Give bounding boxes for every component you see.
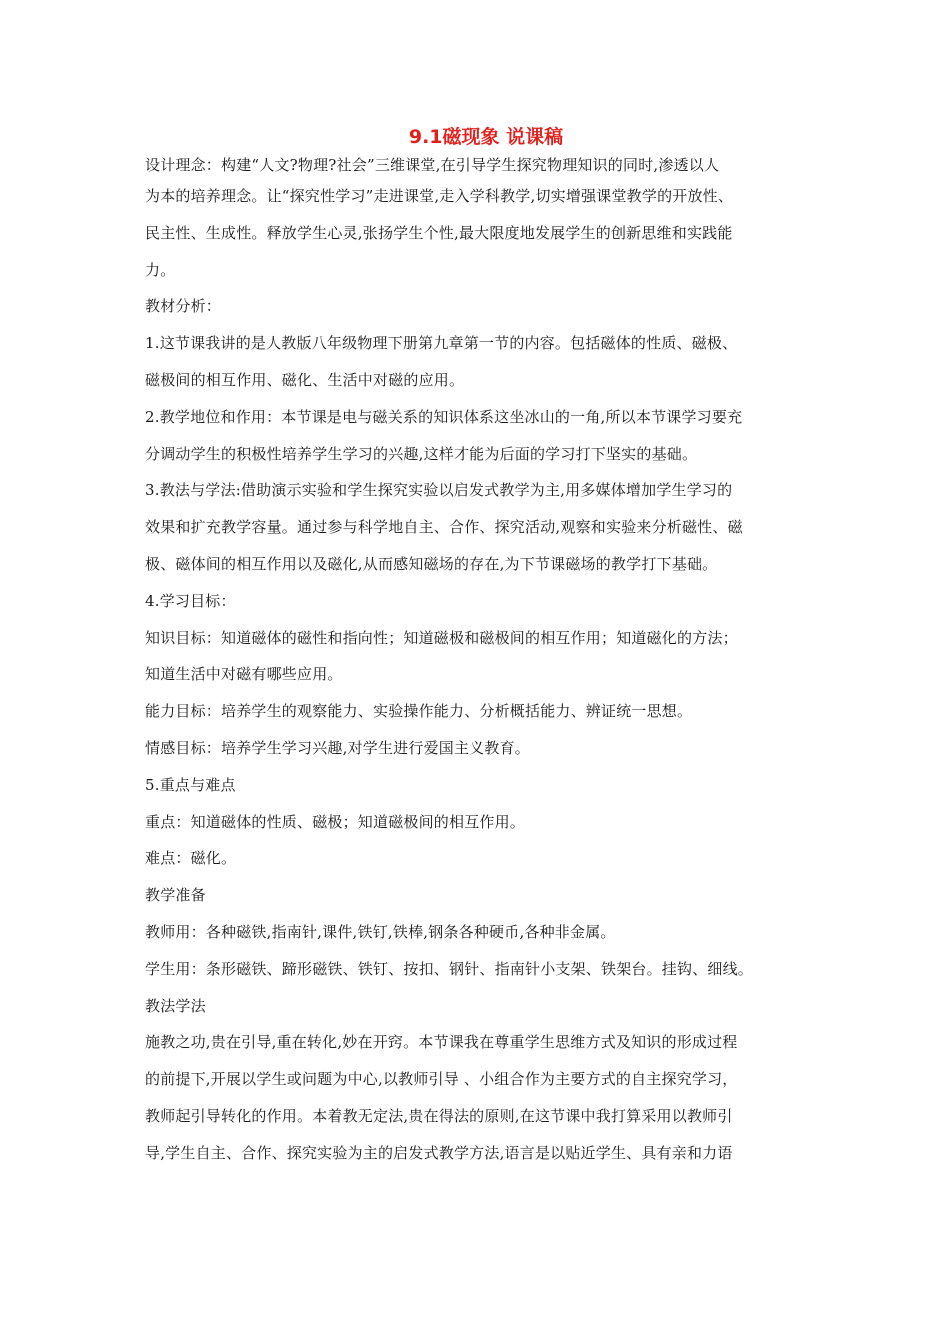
body-line: 分调动学生的积极性培养学生学习的兴趣,这样才能为后面的学习打下坚实的基础。: [145, 444, 698, 463]
body-line: 教师用：各种磁铁,指南针,课件,铁钉,铁棒,钢条各种硬币,各种非金属。: [145, 922, 616, 941]
body-line: 力。: [145, 260, 176, 279]
body-line: 能力目标：培养学生的观察能力、实验操作能力、分析概括能力、辨证统一思想。: [145, 702, 693, 721]
body-line: 的前提下,开展以学生或问题为中心,以教师引导 、小组合作为主要方式的自主探究学习，: [145, 1070, 738, 1089]
section-heading: 教学准备: [145, 886, 206, 905]
body-line: 知识目标：知道磁体的磁性和指向性；知道磁极和磁极间的相互作用；知道磁化的方法；: [145, 628, 738, 647]
body-line: 效果和扩充教学容量。通过参与科学地自主、合作、探究活动,观察和实验来分析磁性、磁: [145, 518, 743, 537]
body-line: 学生用：条形磁铁、蹄形磁铁、铁钉、按扣、钢针、指南针小支架、铁架台。挂钩、细线。: [145, 959, 754, 978]
document-page: [145, 122, 815, 1172]
body-line: 导,学生自主、合作、探究实验为主的启发式教学方法,语言是以贴近学生、具有亲和力语: [145, 1143, 733, 1162]
section-heading: 教材分析：: [145, 297, 222, 316]
section-heading: 5.重点与难点: [145, 775, 236, 794]
body-line: 教师起引导转化的作用。本着教无定法,贵在得法的原则,在这节课中我打算采用以教师引: [145, 1106, 733, 1125]
body-line: 难点：磁化。: [145, 849, 237, 868]
body-line: 施教之功,贵在引导,重在转化,妙在开窍。本节课我在尊重学生思维方式及知识的形成过程: [145, 1033, 738, 1052]
body-line: 3.教法与学法:借助演示实验和学生探究实验以启发式教学为主,用多媒体增加学生学习的: [145, 481, 733, 500]
section-heading: 教法学法: [145, 996, 206, 1015]
body-line: 设计理念：构建“人文?物理?社会”三维课堂,在引导学生探究物理知识的同时,渗透以人: [145, 156, 720, 174]
body-line: 2.教学地位和作用：本节课是电与磁关系的知识体系这坐冰山的一角,所以本节课学习要充: [145, 407, 743, 426]
body-line: 1.这节课我讲的是人教版八年级物理下册第九章第一节的内容。包括磁体的性质、磁极、: [145, 334, 738, 353]
body-line: 情感目标：培养学生学习兴趣,对学生进行爱国主义教育。: [145, 738, 530, 757]
body-line: 为本的培养理念。让“探究性学习”走进课堂,走入学科教学,切实增强课堂教学的开放性、: [145, 187, 734, 205]
body-line: 知道生活中对磁有哪些应用。: [145, 665, 343, 684]
body-line: 磁极间的相互作用、磁化、生活中对磁的应用。: [145, 370, 465, 389]
document-body: [145, 152, 815, 1172]
body-line: 民主性、生成性。释放学生心灵,张扬学生个性,最大限度地发展学生的创新思维和实践能: [145, 223, 733, 242]
body-line: 重点：知道磁体的性质、磁极；知道磁极间的相互作用。: [145, 812, 526, 831]
body-line: 极、磁体间的相互作用以及磁化,从而感知磁场的存在,为下节课磁场的教学打下基础。: [145, 554, 718, 573]
document-title: 9.1磁现象 说课稿: [408, 126, 564, 148]
section-heading: 4.学习目标：: [145, 591, 236, 610]
